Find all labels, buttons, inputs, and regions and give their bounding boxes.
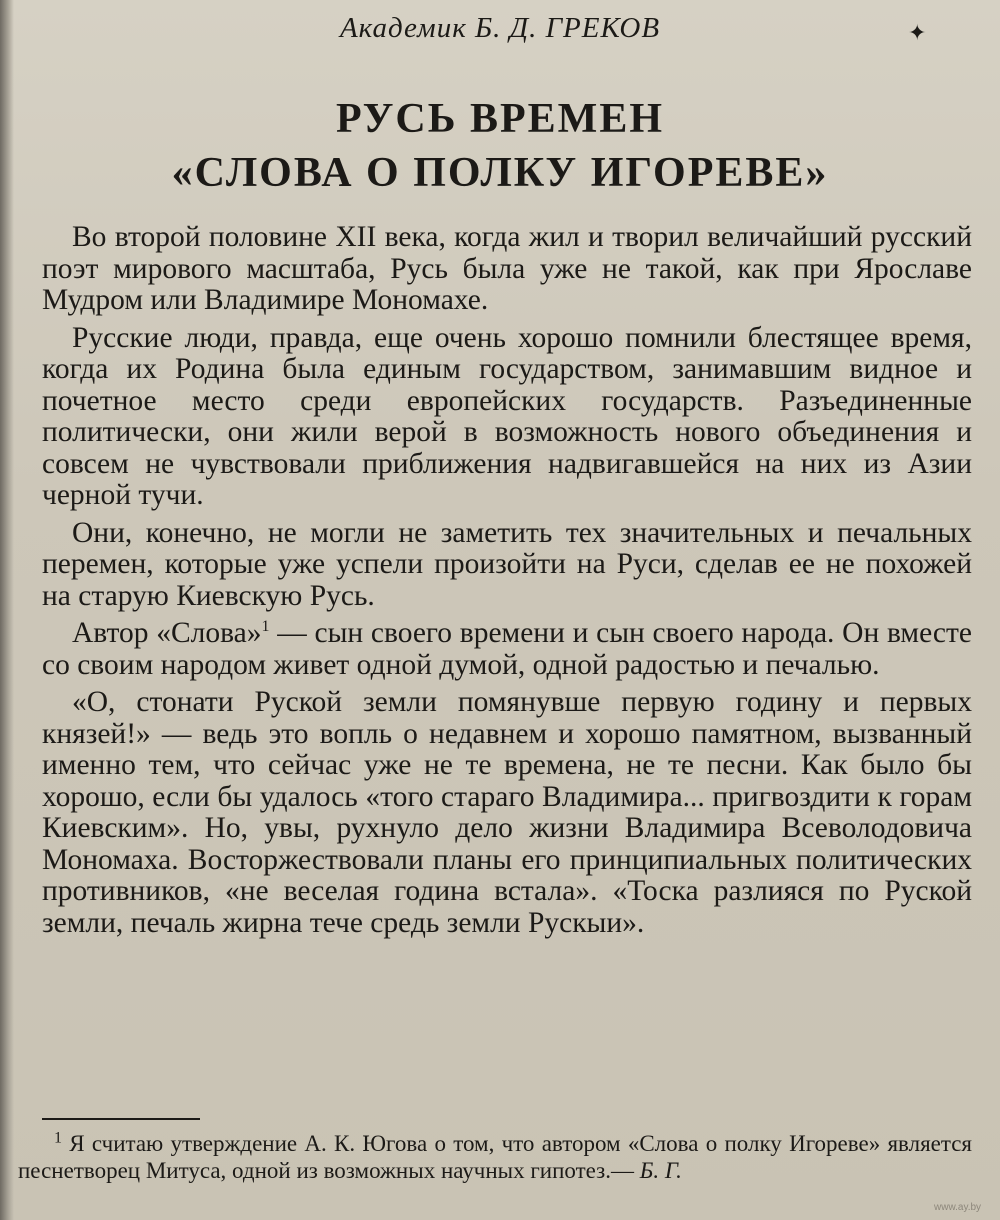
paragraph-1: Во второй половине XII века, когда жил и творил величайший русский поэт мирового масштаба, Русь была уже не такой, как при Ярославе Мудром или Владимире Мономахе.: [42, 221, 972, 316]
chapter-title-line-1: РУСЬ ВРЕМЕН: [335, 96, 665, 142]
watermark: www.ay.by: [934, 1202, 982, 1213]
footnote-signature: Б. Г.: [639, 1158, 682, 1183]
page-corner-mark: ✦: [908, 20, 927, 45]
footnote-divider: [42, 1118, 200, 1120]
footnote: [18, 1130, 972, 1184]
paragraph-3: Они, конечно, не могли не заметить тех значительных и печальных перемен, которые уже успели произойти на Руси, сделав ее не похожей на старую Киевскую Русь.: [42, 516, 972, 612]
running-head: Академик Б. Д. ГРЕКОВ: [339, 12, 661, 44]
footnote-text: [18, 1130, 972, 1184]
chapter-title: [0, 92, 1000, 200]
footnote-reference: 1: [261, 618, 270, 636]
body-text: [42, 222, 972, 945]
footnote-marker: 1: [54, 1129, 62, 1147]
paragraph-4-start: Автор «Слова»: [72, 617, 262, 649]
footnote-body: Я считаю утверждение А. К. Югова о том, что автором «Слова о полку Игореве» является песнетворец Митуса, одной из возможных научных гипотез.—: [18, 1131, 972, 1183]
paragraph-2: Русские люди, правда, еще очень хорошо помнили блестящее время, когда их Родина была единым государством, занимавшим видное и почетное место среди европейских государств. Разъединенные политически, они жили верой в возможность нового объединения и совсем не чувствовали приближения надвигавшейся на них из Азии черной тучи.: [42, 321, 972, 511]
paragraph-5: «О, стонати Руской земли помянувше первую годину и первых князей!» — ведь это вопль о недавнем и хорошо памятном, вызванный именно тем, что сейчас уже не те времена, не те песни. Как было бы хорошо, если бы удалось «того стараго Владимира... пригвоздити к горам Киевским». Но, увы, рухнуло дело жизни Владимира Всеволодовича Мономаха. Восторжествовали планы его принципиальных политических противников, «не веселая година встала». «Тоска разлияся по Руской земли, печаль жирна тече средь земли Рускыи».: [42, 686, 972, 939]
paragraph-4: [42, 618, 972, 681]
paragraph-4-rest: — сын своего времени и сын своего народа. Он вместе со своим народом живет одной думой, одной радостью и печалью.: [42, 617, 972, 681]
chapter-title-line-2: «СЛОВА О ПОЛКУ ИГОРЕВЕ»: [171, 150, 829, 196]
